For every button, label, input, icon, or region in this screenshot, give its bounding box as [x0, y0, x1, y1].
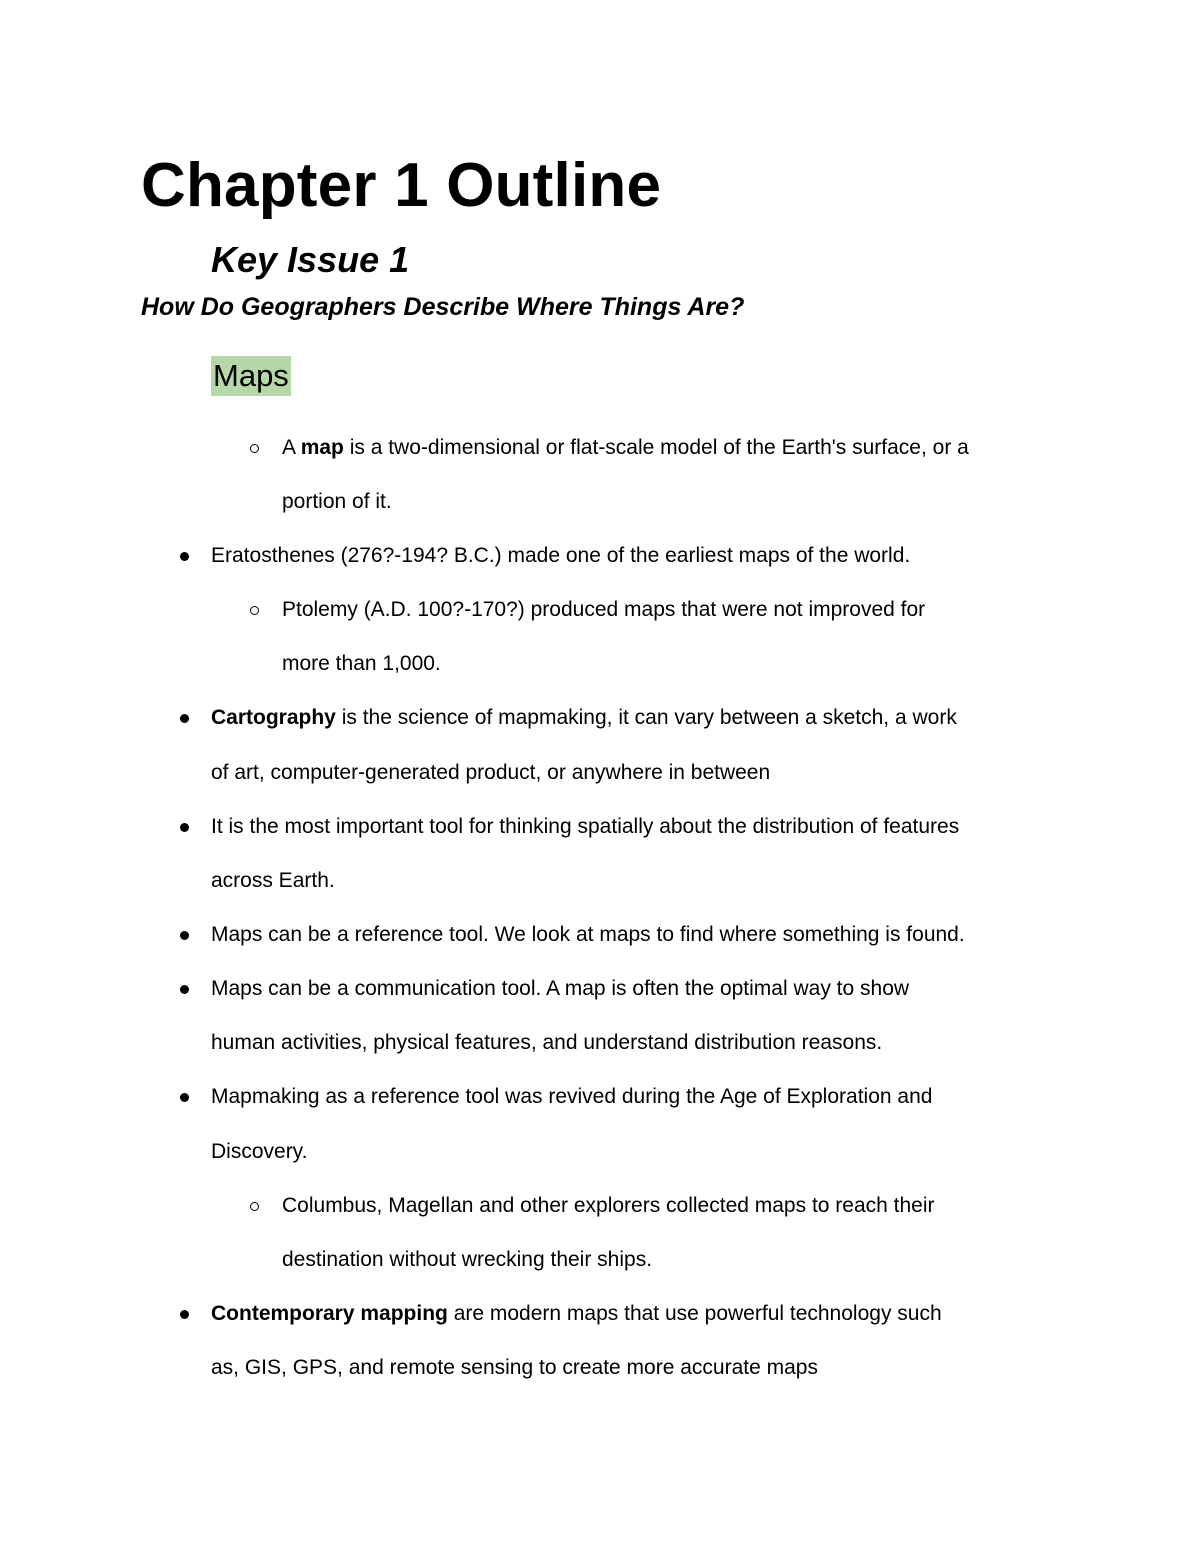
list-item-contemporary-mapping: Contemporary mapping are modern maps that use powerful technology such [211, 1302, 942, 1325]
list-item-continuation: more than 1,000. [282, 652, 441, 675]
list-item-continuation: across Earth. [211, 869, 335, 892]
page-title: Chapter 1 Outline [141, 151, 662, 220]
list-item-continuation: of art, computer-generated product, or anywhere in between [211, 761, 771, 784]
disc-bullet-icon [180, 1093, 189, 1102]
section-heading-maps: Maps [211, 356, 291, 396]
list-item-important-tool: It is the most important tool for thinking spatially about the distribution of features [211, 815, 960, 838]
circle-bullet-icon [250, 1202, 259, 1211]
disc-bullet-icon [180, 985, 189, 994]
disc-bullet-icon [180, 931, 189, 940]
circle-bullet-icon [250, 606, 259, 615]
disc-bullet-icon [180, 1310, 189, 1319]
key-issue-question: How Do Geographers Describe Where Things Are? [141, 293, 745, 321]
term-contemporary-mapping: Contemporary mapping [211, 1302, 448, 1325]
list-item-mapmaking-revived: Mapmaking as a reference tool was revived during the Age of Exploration and [211, 1085, 933, 1108]
disc-bullet-icon [180, 823, 189, 832]
key-issue-heading: Key Issue 1 [211, 239, 410, 280]
term-cartography: Cartography [211, 706, 336, 729]
list-item-continuation: destination without wrecking their ships. [282, 1248, 653, 1271]
list-item-reference-tool: Maps can be a reference tool. We look at maps to find where something is found. [211, 923, 965, 946]
disc-bullet-icon [180, 714, 189, 723]
list-item-continuation: as, GIS, GPS, and remote sensing to create more accurate maps [211, 1356, 818, 1379]
list-item-ptolemy: Ptolemy (A.D. 100?-170?) produced maps that were not improved for [282, 598, 926, 621]
list-item-continuation: portion of it. [282, 490, 392, 513]
circle-bullet-icon [250, 444, 259, 453]
list-item-columbus: Columbus, Magellan and other explorers collected maps to reach their [282, 1194, 935, 1217]
list-item-continuation: Discovery. [211, 1140, 308, 1163]
list-item-cartography: Cartography is the science of mapmaking, it can vary between a sketch, a work [211, 706, 957, 729]
list-item-eratosthenes: Eratosthenes (276?-194? B.C.) made one of the earliest maps of the world. [211, 544, 911, 567]
term-map: map [300, 436, 344, 459]
list-item-communication-tool: Maps can be a communication tool. A map is often the optimal way to show [211, 977, 910, 1000]
list-item-continuation: human activities, physical features, and understand distribution reasons. [211, 1031, 883, 1054]
disc-bullet-icon [180, 552, 189, 561]
list-item-map-definition: A map is a two-dimensional or flat-scale model of the Earth's surface, or a [282, 436, 969, 459]
